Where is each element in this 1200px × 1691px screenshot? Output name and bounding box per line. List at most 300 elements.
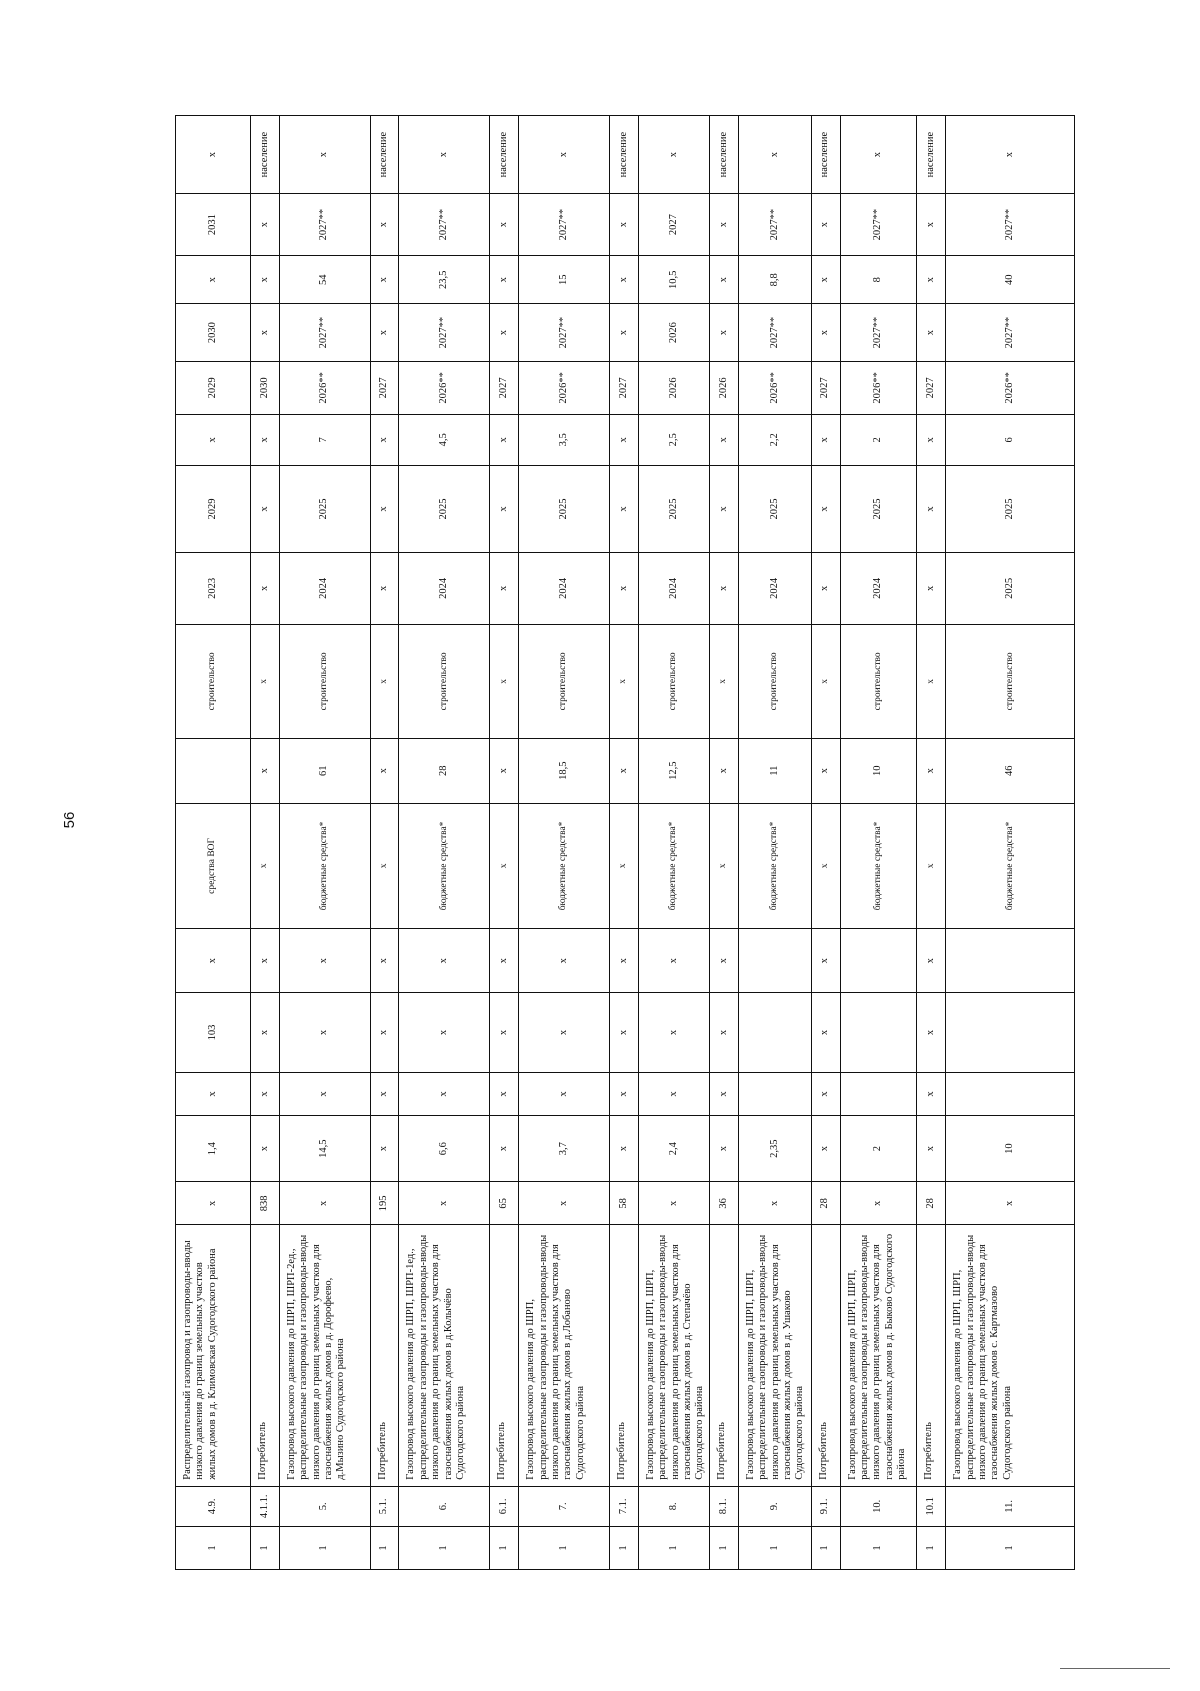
cell-c4 xyxy=(946,992,1074,1072)
cell-c8: x xyxy=(917,624,945,738)
cell-c10: x xyxy=(710,465,738,552)
cell-c12: 2026** xyxy=(519,361,609,414)
cell-c2: x xyxy=(371,1115,399,1181)
cell-c12: 2027 xyxy=(812,361,840,414)
cell-c14: 40 xyxy=(946,255,1074,303)
cell-c1: 28 xyxy=(917,1181,945,1224)
cell-c9: 2024 xyxy=(399,552,489,624)
cell-c7: x xyxy=(371,738,399,803)
cell-c7: 28 xyxy=(399,738,489,803)
cell-c11: x xyxy=(176,414,250,465)
cell-mark: 1 xyxy=(639,1526,709,1569)
cell-c8: строительство xyxy=(946,624,1074,738)
cell-c10: 2025 xyxy=(946,465,1074,552)
table-row-10 xyxy=(841,116,918,1569)
cell-mark: 1 xyxy=(280,1526,370,1569)
cell-c5: x xyxy=(610,928,638,992)
table-row-6 xyxy=(399,116,490,1569)
cell-c10: 2025 xyxy=(841,465,917,552)
cell-c8: x xyxy=(812,624,840,738)
cell-c11: x xyxy=(812,414,840,465)
cell-c1: 28 xyxy=(812,1181,840,1224)
cell-c9: 2024 xyxy=(739,552,811,624)
cell-c15: x xyxy=(371,193,399,255)
cell-c16: население xyxy=(258,131,270,178)
cell-c12: 2027 xyxy=(917,361,945,414)
cell-c16: население xyxy=(498,131,510,178)
cell-c2: 2,4 xyxy=(639,1115,709,1181)
cell-c1: x xyxy=(280,1181,370,1224)
cell-c4 xyxy=(739,992,811,1072)
cell-mark: 1 xyxy=(490,1526,518,1569)
cell-c2: 10 xyxy=(946,1115,1074,1181)
cell-c7: x xyxy=(710,738,738,803)
cell-c11: x xyxy=(917,414,945,465)
cell-source: x xyxy=(917,803,945,929)
cell-c10: 2029 xyxy=(176,465,250,552)
cell-c14: 8 xyxy=(841,255,917,303)
cell-c13: 2027** xyxy=(841,303,917,360)
table-row-7-1 xyxy=(610,116,639,1569)
cell-c16: x xyxy=(667,151,679,158)
cell-c9: 2024 xyxy=(280,552,370,624)
cell-c4: 103 xyxy=(176,992,250,1072)
cell-mark: 1 xyxy=(841,1526,917,1569)
cell-c14: x xyxy=(812,255,840,303)
cell-c2: 3,7 xyxy=(519,1115,609,1181)
cell-c12: 2026** xyxy=(739,361,811,414)
cell-c13: 2027** xyxy=(519,303,609,360)
cell-c5: x xyxy=(371,928,399,992)
cell-c15: 2027** xyxy=(399,193,489,255)
cell-c3: x xyxy=(610,1072,638,1115)
cell-c10: x xyxy=(812,465,840,552)
cell-c13: x xyxy=(610,303,638,360)
cell-source: бюджетные средства* xyxy=(739,803,811,929)
cell-c13: x xyxy=(812,303,840,360)
cell-c13: 2026 xyxy=(639,303,709,360)
cell-c2: x xyxy=(610,1115,638,1181)
cell-c7 xyxy=(176,738,250,803)
cell-c15: 2027** xyxy=(519,193,609,255)
cell-c12: 2030 xyxy=(251,361,279,414)
cell-c3: x xyxy=(710,1072,738,1115)
cell-c12: 2026** xyxy=(946,361,1074,414)
cell-c7: 61 xyxy=(280,738,370,803)
cell-c2: x xyxy=(812,1115,840,1181)
cell-c12: 2026** xyxy=(280,361,370,414)
cell-c13: x xyxy=(251,303,279,360)
cell-c3: x xyxy=(176,1072,250,1115)
table-row-5 xyxy=(280,116,371,1569)
cell-c15: x xyxy=(917,193,945,255)
cell-c14: x xyxy=(176,255,250,303)
cell-c1: x xyxy=(639,1181,709,1224)
cell-c3: x xyxy=(490,1072,518,1115)
cell-c1: 58 xyxy=(610,1181,638,1224)
cell-c2: x xyxy=(710,1115,738,1181)
cell-c16: x xyxy=(1004,151,1016,158)
cell-c14: 10,5 xyxy=(639,255,709,303)
cell-c12: 2026** xyxy=(841,361,917,414)
cell-c8: строительство xyxy=(739,624,811,738)
cell-c5 xyxy=(841,928,917,992)
cell-source: бюджетные средства* xyxy=(280,803,370,929)
cell-c13: x xyxy=(710,303,738,360)
cell-c3: x xyxy=(917,1072,945,1115)
cell-c12: 2026 xyxy=(710,361,738,414)
cell-mark: 1 xyxy=(946,1526,1074,1569)
cell-source: x xyxy=(812,803,840,929)
cell-c5: x xyxy=(490,928,518,992)
cell-c10: 2025 xyxy=(399,465,489,552)
cell-source: x xyxy=(710,803,738,929)
cell-c16: x xyxy=(872,151,884,158)
cell-c1: x xyxy=(739,1181,811,1224)
cell-c7: 12,5 xyxy=(639,738,709,803)
cell-c13: 2030 xyxy=(176,303,250,360)
cell-c4: x xyxy=(812,992,840,1072)
cell-c9: x xyxy=(917,552,945,624)
cell-c14: 23,5 xyxy=(399,255,489,303)
cell-c8: строительство xyxy=(176,624,250,738)
cell-c9: 2024 xyxy=(639,552,709,624)
cell-num: 5.1. xyxy=(371,1486,399,1526)
cell-num: 10. xyxy=(841,1486,917,1526)
cell-c12: 2026** xyxy=(399,361,489,414)
table-row-11 xyxy=(946,116,1074,1569)
cell-c3: x xyxy=(639,1072,709,1115)
cell-source: x xyxy=(610,803,638,929)
cell-c8: x xyxy=(610,624,638,738)
cell-c11: x xyxy=(610,414,638,465)
cell-num: 10.1 xyxy=(917,1486,945,1526)
table-row-4-9 xyxy=(176,116,251,1569)
cell-c11: 6 xyxy=(946,414,1074,465)
page-number-wrap xyxy=(58,808,82,832)
cell-c13: x xyxy=(490,303,518,360)
cell-c15: 2031 xyxy=(176,193,250,255)
cell-c1: x xyxy=(519,1181,609,1224)
cell-c8: x xyxy=(710,624,738,738)
cell-num: 7.1. xyxy=(610,1486,638,1526)
cell-c14: x xyxy=(251,255,279,303)
footer-rule xyxy=(1060,1668,1170,1669)
cell-c11: x xyxy=(371,414,399,465)
cell-c7: 11 xyxy=(739,738,811,803)
cell-c5: x xyxy=(519,928,609,992)
cell-c14: x xyxy=(490,255,518,303)
cell-num: 9. xyxy=(739,1486,811,1526)
cell-c2: 1,4 xyxy=(176,1115,250,1181)
cell-source: средства ВОГ xyxy=(176,803,250,929)
cell-source: x xyxy=(371,803,399,929)
cell-c9: 2025 xyxy=(946,552,1074,624)
cell-c13: x xyxy=(917,303,945,360)
cell-c9: x xyxy=(371,552,399,624)
cell-c7: 46 xyxy=(946,738,1074,803)
cell-c7: x xyxy=(917,738,945,803)
cell-c9: 2024 xyxy=(841,552,917,624)
cell-c8: x xyxy=(490,624,518,738)
cell-c5: x xyxy=(639,928,709,992)
cell-num: 5. xyxy=(280,1486,370,1526)
cell-c3: x xyxy=(399,1072,489,1115)
cell-mark: 1 xyxy=(519,1526,609,1569)
cell-c3: x xyxy=(812,1072,840,1115)
cell-c5: x xyxy=(176,928,250,992)
cell-c1: 838 xyxy=(251,1181,279,1224)
table-row-5-1 xyxy=(371,116,400,1569)
cell-c4: x xyxy=(610,992,638,1072)
cell-name: Потребитель xyxy=(251,1224,279,1485)
cell-c5: x xyxy=(917,928,945,992)
cell-c14: 54 xyxy=(280,255,370,303)
table-row-9-1 xyxy=(812,116,841,1569)
cell-num: 6. xyxy=(399,1486,489,1526)
cell-c7: 18,5 xyxy=(519,738,609,803)
cell-source: бюджетные средства* xyxy=(841,803,917,929)
cell-source: бюджетные средства* xyxy=(519,803,609,929)
cell-name: Газопровод высокого давления до ШРП, ШРП-2ед., распределительные газопроводы и газопроводы-вводы низкого давления до границ земельных участков для газоснабжения жилых домов в д. Дорофеево, д.Мызино Судогодского района xyxy=(280,1224,370,1485)
cell-num: 4.9. xyxy=(176,1486,250,1526)
cell-num: 11. xyxy=(946,1486,1074,1526)
cell-c5: x xyxy=(710,928,738,992)
table-row-8-1 xyxy=(710,116,739,1569)
cell-source: бюджетные средства* xyxy=(399,803,489,929)
cell-c15: x xyxy=(490,193,518,255)
cell-c3: x xyxy=(280,1072,370,1115)
cell-c15: 2027** xyxy=(841,193,917,255)
cell-c12: 2029 xyxy=(176,361,250,414)
cell-c4: x xyxy=(490,992,518,1072)
table-row-6-1 xyxy=(490,116,519,1569)
cell-name: Потребитель xyxy=(610,1224,638,1485)
cell-c4: x xyxy=(371,992,399,1072)
cell-c8: строительство xyxy=(519,624,609,738)
cell-c13: 2027** xyxy=(399,303,489,360)
cell-name: Потребитель xyxy=(917,1224,945,1485)
cell-c5 xyxy=(946,928,1074,992)
cell-c10: 2025 xyxy=(519,465,609,552)
cell-c1: 65 xyxy=(490,1181,518,1224)
cell-c4 xyxy=(841,992,917,1072)
cell-num: 8. xyxy=(639,1486,709,1526)
cell-c16: x xyxy=(557,151,569,158)
cell-mark: 1 xyxy=(739,1526,811,1569)
cell-c7: x xyxy=(610,738,638,803)
cell-c2: 2 xyxy=(841,1115,917,1181)
cell-num: 6.1. xyxy=(490,1486,518,1526)
cell-c12: 2027 xyxy=(490,361,518,414)
cell-c13: 2027** xyxy=(280,303,370,360)
cell-c11: x xyxy=(251,414,279,465)
cell-c16: x xyxy=(768,151,780,158)
table-row-7 xyxy=(519,116,610,1569)
cell-c8: строительство xyxy=(841,624,917,738)
cell-source: бюджетные средства* xyxy=(639,803,709,929)
cell-c8: строительство xyxy=(639,624,709,738)
cell-c15: x xyxy=(812,193,840,255)
cell-c15: 2027 xyxy=(639,193,709,255)
cell-name: Газопровод высокого давления до ШРП, ШРП, распределительные газопроводы и газопроводы-вводы низкого давления до границ земельных участков для газоснабжения жилых домов в д. Степачёво Судогодского района xyxy=(639,1224,709,1485)
cell-mark: 1 xyxy=(399,1526,489,1569)
cell-c1: x xyxy=(946,1181,1074,1224)
cell-c10: x xyxy=(917,465,945,552)
table-row-8 xyxy=(639,116,710,1569)
cell-c4: x xyxy=(251,992,279,1072)
cell-c4: x xyxy=(280,992,370,1072)
table-row-9 xyxy=(739,116,812,1569)
cell-c14: x xyxy=(917,255,945,303)
cell-c9: 2024 xyxy=(519,552,609,624)
cell-c16: население xyxy=(925,131,937,178)
cell-c7: x xyxy=(812,738,840,803)
cell-mark: 1 xyxy=(371,1526,399,1569)
cell-c5: x xyxy=(812,928,840,992)
cell-c15: 2027** xyxy=(280,193,370,255)
cell-c8: строительство xyxy=(399,624,489,738)
cell-c16: население xyxy=(378,131,390,178)
cell-c1: x xyxy=(841,1181,917,1224)
cell-c16: x xyxy=(438,151,450,158)
cell-c9: x xyxy=(251,552,279,624)
cell-c7: x xyxy=(490,738,518,803)
cell-c11: 4,5 xyxy=(399,414,489,465)
cell-c16: население xyxy=(717,131,729,178)
cell-mark: 1 xyxy=(812,1526,840,1569)
cell-num: 8.1. xyxy=(710,1486,738,1526)
cell-c9: 2023 xyxy=(176,552,250,624)
cell-c11: x xyxy=(710,414,738,465)
cell-c2: 6,6 xyxy=(399,1115,489,1181)
cell-c9: x xyxy=(812,552,840,624)
cell-c11: 2 xyxy=(841,414,917,465)
cell-c9: x xyxy=(610,552,638,624)
cell-name: Газопровод высокого давления до ШРП, распределительные газопроводы и газопроводы-вводы низкого давления до границ земельных участков для газоснабжения жилых домов в д.Лобаново Судогодского района xyxy=(519,1224,609,1485)
cell-mark: 1 xyxy=(710,1526,738,1569)
cell-name: Потребитель xyxy=(710,1224,738,1485)
cell-c13: x xyxy=(371,303,399,360)
cell-c7: x xyxy=(251,738,279,803)
cell-c2: x xyxy=(490,1115,518,1181)
cell-c8: строительство xyxy=(280,624,370,738)
cell-c14: 8,8 xyxy=(739,255,811,303)
cell-c8: x xyxy=(251,624,279,738)
cell-c11: x xyxy=(490,414,518,465)
cell-name: Потребитель xyxy=(371,1224,399,1485)
cell-source: бюджетные средства* xyxy=(946,803,1074,929)
cell-c16: x xyxy=(206,151,218,158)
cell-c2: x xyxy=(917,1115,945,1181)
cell-c12: 2027 xyxy=(371,361,399,414)
cell-num: 7. xyxy=(519,1486,609,1526)
cell-c11: 7 xyxy=(280,414,370,465)
cell-c11: 2,5 xyxy=(639,414,709,465)
cell-c12: 2026 xyxy=(639,361,709,414)
cell-c3: x xyxy=(371,1072,399,1115)
cell-c15: x xyxy=(610,193,638,255)
cell-c1: x xyxy=(176,1181,250,1224)
cell-c4: x xyxy=(639,992,709,1072)
cell-c3 xyxy=(841,1072,917,1115)
cell-c9: x xyxy=(490,552,518,624)
cell-c10: 2025 xyxy=(739,465,811,552)
cell-name: Распределительный газопровод и газопроводы-вводы низкого давления до границ земельных участков жилых домов в д. Климовская Судогодского района xyxy=(176,1224,250,1485)
page-number: 56 xyxy=(61,811,78,829)
cell-c3 xyxy=(739,1072,811,1115)
cell-c5 xyxy=(739,928,811,992)
cell-c10: x xyxy=(371,465,399,552)
cell-name: Газопровод высокого давления до ШРП, ШРП, распределительные газопроводы и газопроводы-вводы низкого давления до границ земельных участков для газоснабжения жилых домов в д. Быково Судогодского района xyxy=(841,1224,917,1485)
cell-c4: x xyxy=(399,992,489,1072)
cell-c16: x xyxy=(318,151,330,158)
cell-c5: x xyxy=(251,928,279,992)
cell-c15: x xyxy=(710,193,738,255)
cell-c16: население xyxy=(819,131,831,178)
cell-c10: x xyxy=(610,465,638,552)
gasification-table xyxy=(175,115,1075,1570)
cell-c12: 2027 xyxy=(610,361,638,414)
cell-c2: x xyxy=(251,1115,279,1181)
cell-c9: x xyxy=(710,552,738,624)
cell-num: 9.1. xyxy=(812,1486,840,1526)
cell-c13: 2027** xyxy=(739,303,811,360)
cell-c10: 2025 xyxy=(639,465,709,552)
cell-c4: x xyxy=(710,992,738,1072)
cell-c14: 15 xyxy=(519,255,609,303)
cell-c15: x xyxy=(251,193,279,255)
cell-c1: 195 xyxy=(371,1181,399,1224)
table-row-4-1-1 xyxy=(251,116,280,1569)
cell-c14: x xyxy=(371,255,399,303)
cell-c13: 2027** xyxy=(946,303,1074,360)
cell-c15: 2027** xyxy=(946,193,1074,255)
cell-name: Газопровод высокого давления до ШРП, ШРП-1ед., распределительные газопроводы и газопроводы-вводы низкого давления до границ земельных участков для газоснабжения жилых домов в д.Колычёво Судогодского района xyxy=(399,1224,489,1485)
cell-c4: x xyxy=(519,992,609,1072)
cell-c4: x xyxy=(917,992,945,1072)
cell-num: 4.1.1. xyxy=(251,1486,279,1526)
cell-c5: x xyxy=(399,928,489,992)
cell-c10: x xyxy=(251,465,279,552)
cell-name: Газопровод высокого давления до ШРП, ШРП, распределительные газопроводы и газопроводы-вводы низкого давления до границ земельных участков для газоснабжения жилых домов в д. Ушаково Судогодского района xyxy=(739,1224,811,1485)
cell-source: x xyxy=(251,803,279,929)
cell-c7: 10 xyxy=(841,738,917,803)
cell-c1: x xyxy=(399,1181,489,1224)
cell-c16: население xyxy=(617,131,629,178)
cell-mark: 1 xyxy=(610,1526,638,1569)
cell-c10: x xyxy=(490,465,518,552)
cell-name: Газопровод высокого давления до ШРП, ШРП, распределительные газопроводы и газопроводы-вводы низкого давления до границ земельных участков для газоснабжения жилых домов с. Картмазово Судогодского района xyxy=(946,1224,1074,1485)
rotated-table-wrap xyxy=(175,115,1075,1570)
cell-c3 xyxy=(946,1072,1074,1115)
cell-c14: x xyxy=(710,255,738,303)
cell-c2: 14,5 xyxy=(280,1115,370,1181)
table-row-10-1 xyxy=(917,116,946,1569)
cell-c15: 2027** xyxy=(739,193,811,255)
cell-mark: 1 xyxy=(917,1526,945,1569)
cell-c2: 2,35 xyxy=(739,1115,811,1181)
cell-c11: 2,2 xyxy=(739,414,811,465)
cell-mark: 1 xyxy=(176,1526,250,1569)
cell-c5: x xyxy=(280,928,370,992)
cell-c1: 36 xyxy=(710,1181,738,1224)
cell-c10: 2025 xyxy=(280,465,370,552)
cell-c14: x xyxy=(610,255,638,303)
cell-c3: x xyxy=(519,1072,609,1115)
cell-c8: x xyxy=(371,624,399,738)
cell-mark: 1 xyxy=(251,1526,279,1569)
